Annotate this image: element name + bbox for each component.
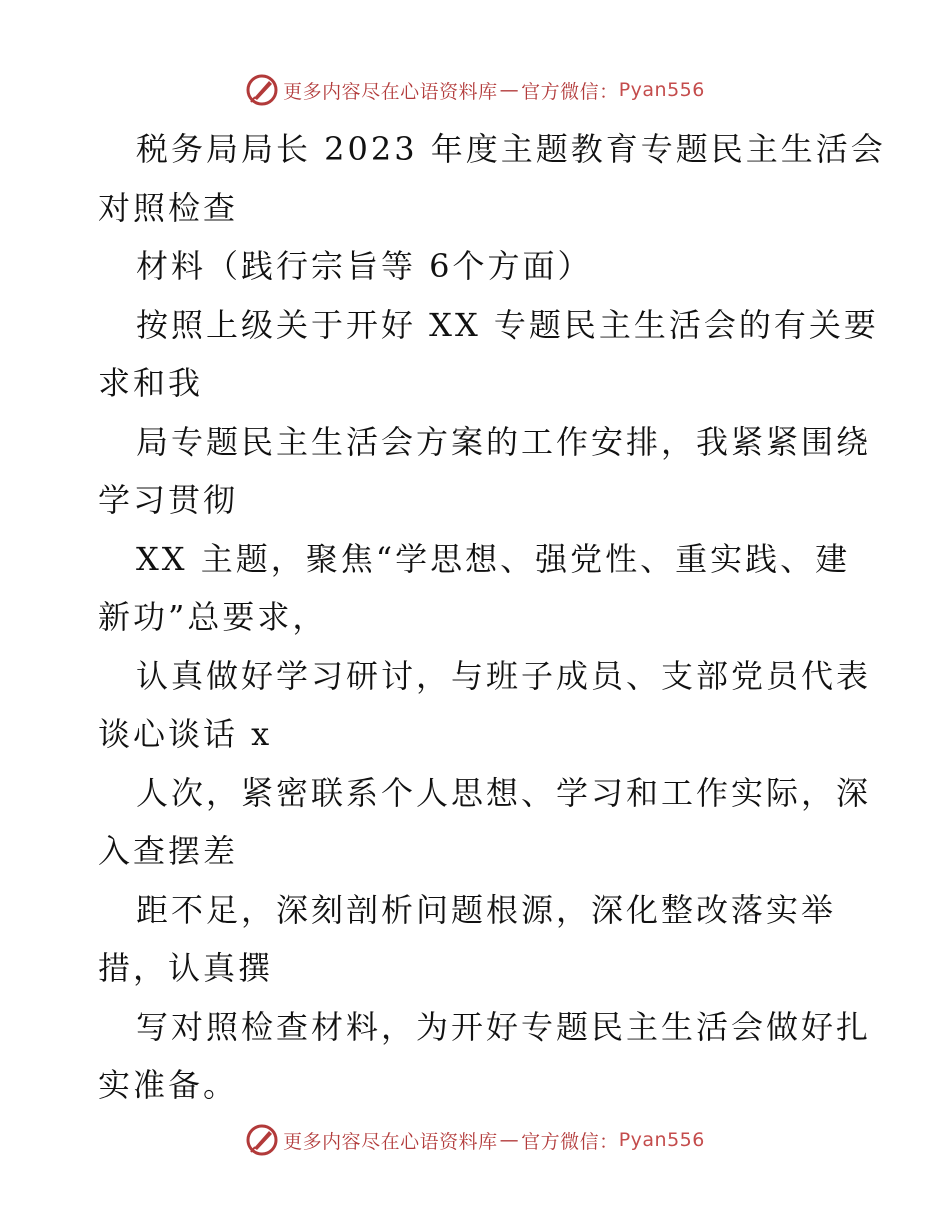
text-line: 认真做好学习研讨，与班子成员、支部党员代表 bbox=[136, 656, 872, 695]
header-banner bbox=[0, 70, 950, 110]
text-line: 写对照检查材料，为开好专题民主生活会做好扎 bbox=[136, 1007, 872, 1046]
text-line: 对照检查 bbox=[98, 188, 239, 227]
banner-main-text: 更多内容尽在心语资料库 bbox=[283, 80, 498, 103]
text-line: 材料（践行宗旨等 6个方面） bbox=[136, 247, 593, 285]
banner-main-text: 更多内容尽在心语资料库 bbox=[283, 1130, 498, 1153]
text-line: 局专题民主生活会方案的工作安排，我紧紧围绕 bbox=[136, 422, 872, 461]
text-line: 入查摆差 bbox=[98, 832, 239, 870]
text-line: 学习贯彻 bbox=[98, 481, 239, 519]
text-line: 求和我 bbox=[98, 364, 204, 402]
text-line: 谈心谈话 x bbox=[98, 715, 273, 753]
banner-separator: — bbox=[499, 1129, 520, 1151]
banner-official-label: 官方微信： bbox=[521, 80, 619, 103]
quill-pen-icon bbox=[245, 73, 279, 107]
text-line: 实准备。 bbox=[98, 1066, 239, 1104]
banner-wechat-id: Pyan556 bbox=[618, 1129, 705, 1151]
text-line: XX 主题，聚焦“学思想、强党性、重实践、建 bbox=[136, 539, 851, 578]
text-line: 新功”总要求， bbox=[98, 598, 328, 636]
banner-wechat-id: Pyan556 bbox=[618, 79, 705, 101]
text-line: 措，认真撰 bbox=[98, 949, 274, 987]
footer-banner bbox=[0, 1120, 950, 1160]
text-line: 距不足，深刻剖析问题根源，深化整改落实举 bbox=[136, 890, 837, 929]
quill-pen-icon bbox=[245, 1123, 279, 1157]
banner-official-label: 官方微信： bbox=[521, 1130, 619, 1153]
text-line: 人次，紧密联系个人思想、学习和工作实际，深 bbox=[136, 773, 872, 812]
text-line: 税务局局长 2023 年度主题教育专题民主生活会 bbox=[136, 130, 886, 168]
text-line: 按照上级关于开好 XX 专题民主生活会的有关要 bbox=[136, 305, 879, 344]
document-body bbox=[98, 120, 886, 1115]
banner-separator: — bbox=[499, 79, 520, 101]
